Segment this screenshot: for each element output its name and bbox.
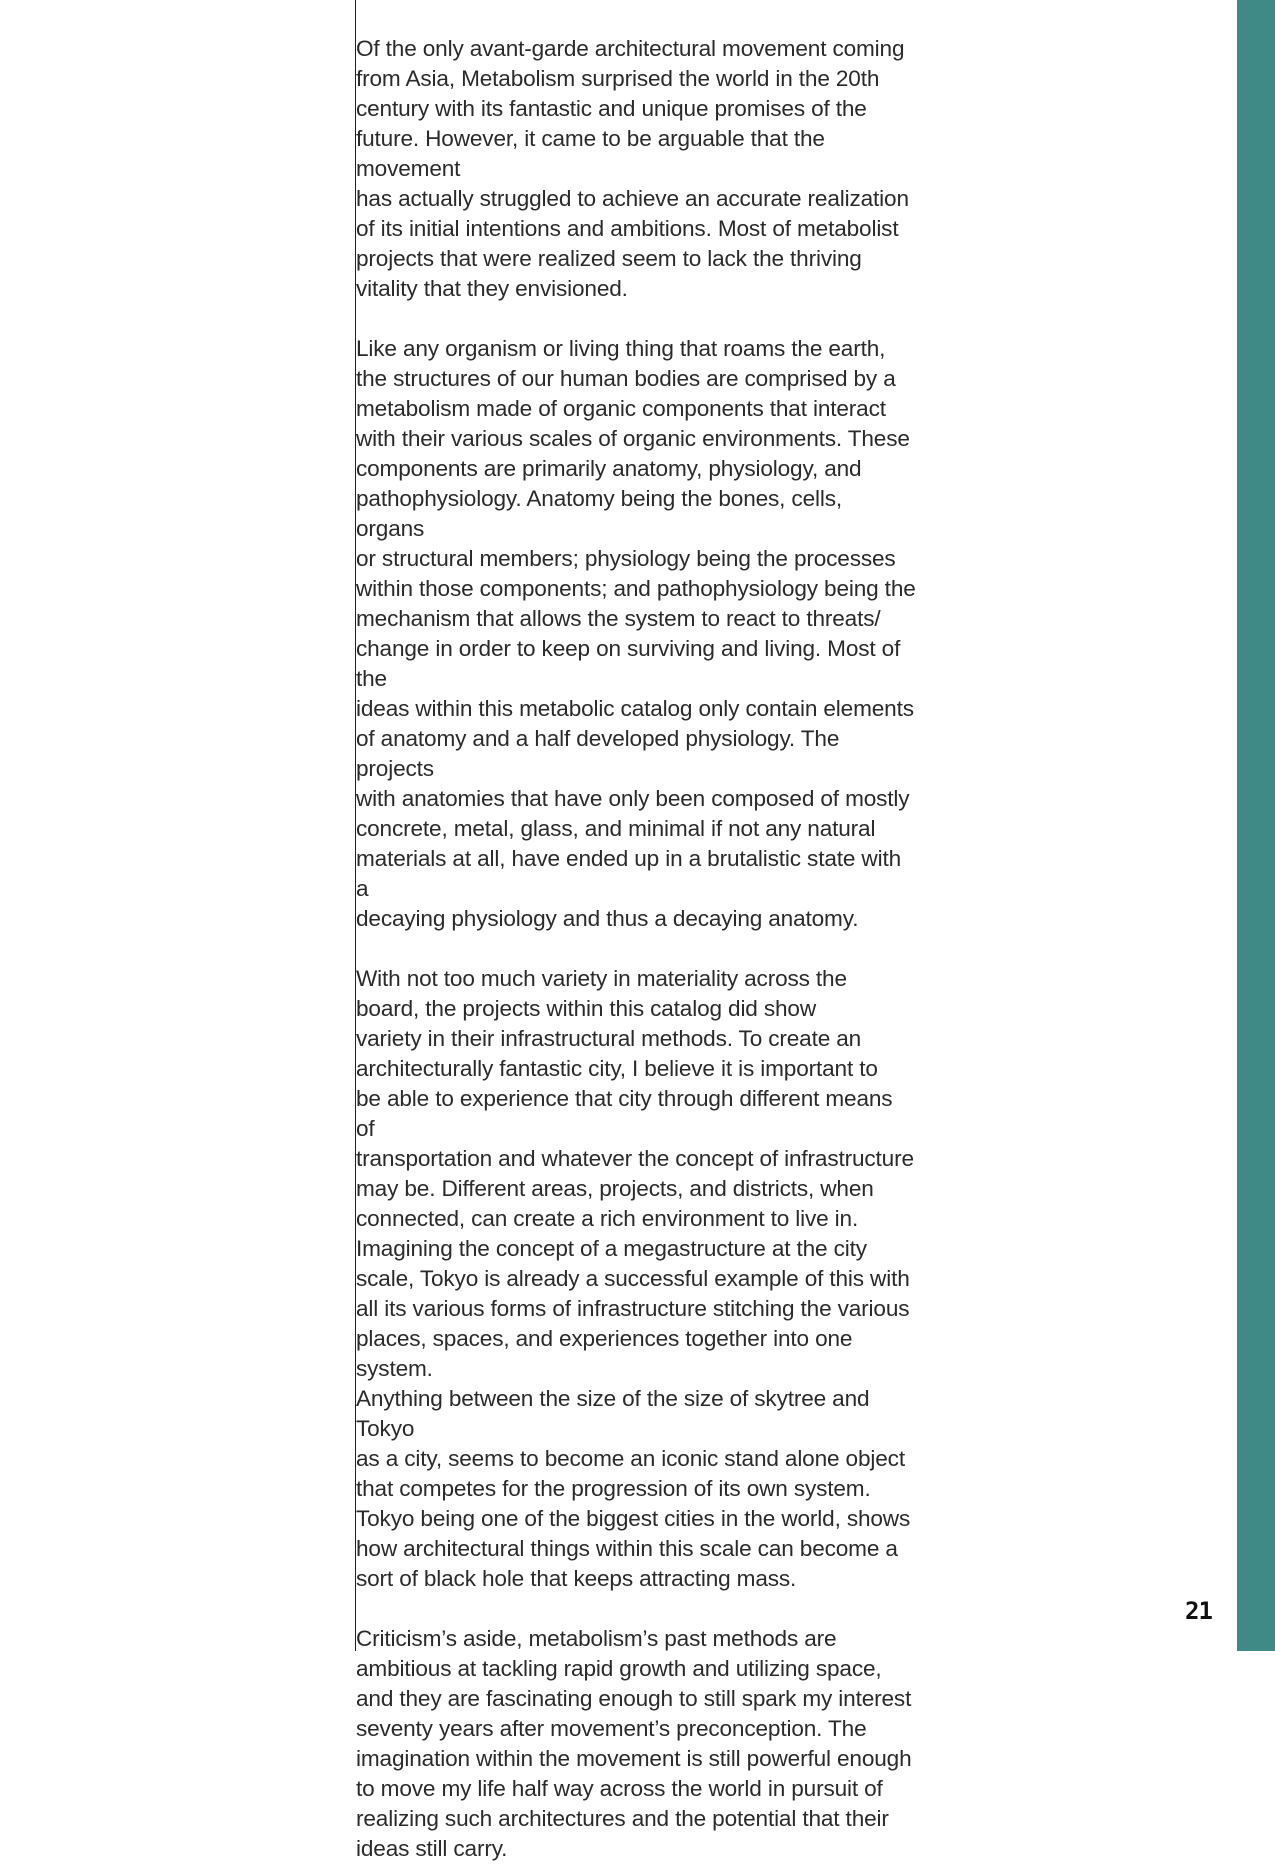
paragraph-1: Of the only avant-garde architectural movement coming from Asia, Metabolism surprised the world in the 20th century with its fantastic and unique promises of the future. However, it came to be arguable that the movement has actually struggled to achieve an accurate realization of its initial intentions and ambitions. Most of metabolist projects that were realized seem to lack the thriving vitality that they envisioned.	[356, 36, 909, 301]
paragraph-2: Like any organism or living thing that roams the earth, the structures of our human bodies are comprised by a metabolism made of organic components that interact with their various scales of organic environments. These components are primarily anatomy, physiology, and pathophysiology. Anatomy being the bones, cells, organs or structural members; physiology being the processes within those components; and pathophysiology being the mechanism that allows the system to react to threats/ change in order to keep on surviving and living. Most of the ideas within this metabolic catalog only contain elements of anatomy and a half developed physiology. The projects with anatomies that have only been composed of mostly concrete, metal, glass, and minimal if not any natural materials at all, have ended up in a brutalistic state with a decaying physiology and thus a decaying anatomy.	[356, 336, 916, 931]
body-text-column	[356, 34, 916, 1864]
paragraph-4: Criticism’s aside, metabolism’s past methods are ambitious at tackling rapid growth and utilizing space, and they are fascinating enough to still spark my interest seventy years after movement’s preconception. The imagination within the movement is still powerful enough to move my life half way across the world in pursuit of realizing such architectures and the potential that their ideas still carry.	[356, 1626, 912, 1861]
page-number: 21	[1185, 1597, 1212, 1625]
teal-accent-bar	[1237, 0, 1275, 1651]
paragraph-3: With not too much variety in materiality across the board, the projects within this catalog did show variety in their infrastructural methods. To create an architecturally fantastic city, I believe it is important to be able to experience that city through different means of transportation and whatever the concept of infrastructure may be. Different areas, projects, and districts, when connected, can create a rich environment to live in. Imagining the concept of a megastructure at the city scale, Tokyo is already a successful example of this with all its various forms of infrastructure stitching the various places, spaces, and experiences together into one system. Anything between the size of the size of skytree and Tokyo as a city, seems to become an iconic stand alone object that competes for the progression of its own system. Tokyo being one of the biggest cities in the world, shows how architectural things within this scale can become a sort of black hole that keeps attracting mass.	[356, 966, 914, 1591]
